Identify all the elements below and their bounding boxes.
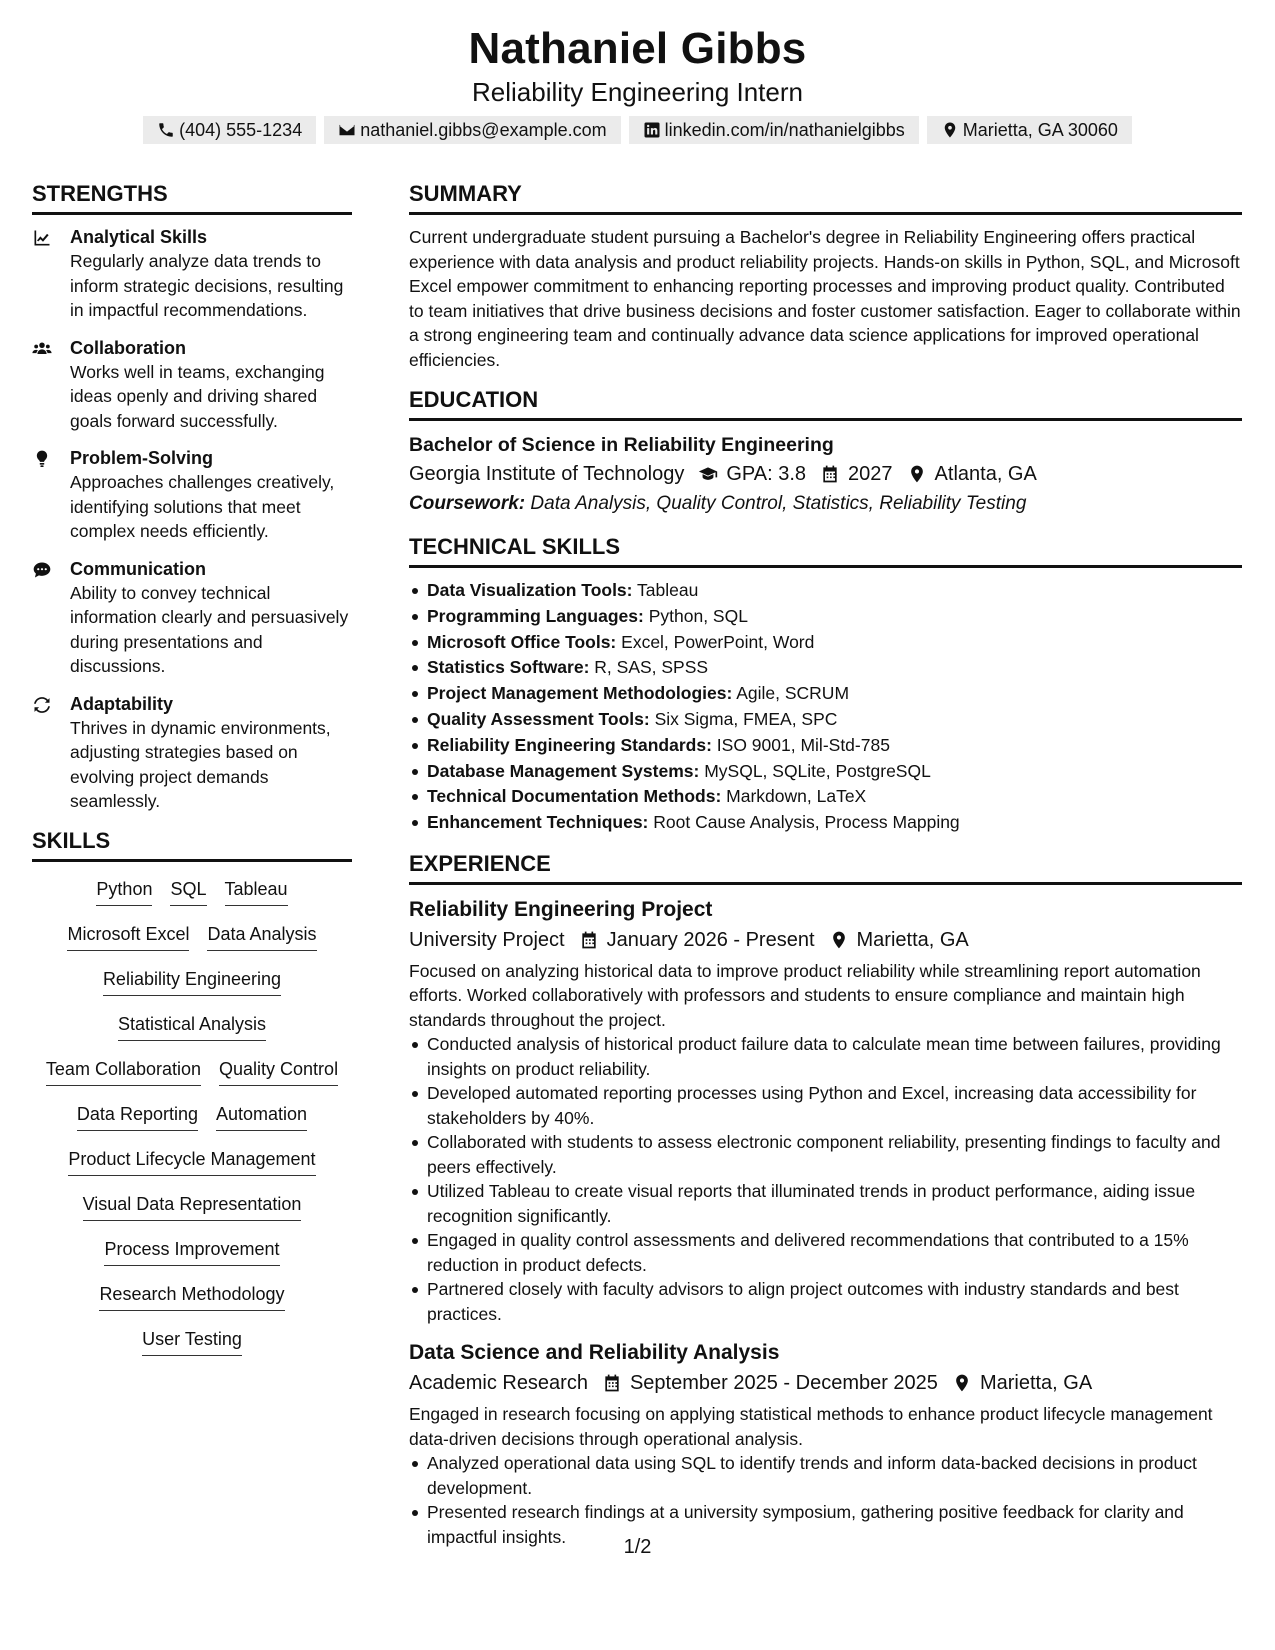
technical-skill-item bbox=[409, 784, 1242, 810]
technical-skill-value: MySQL, SQLite, PostgreSQL bbox=[704, 760, 931, 781]
page-number: 1/2 bbox=[623, 1536, 652, 1558]
calendar-icon bbox=[602, 1373, 622, 1393]
technical-skill-item bbox=[409, 681, 1242, 707]
job-org: University Project bbox=[409, 928, 565, 951]
job-bullet: Analyzed operational data using SQL to identify trends and inform data-backed decisions in product development. bbox=[409, 1451, 1242, 1500]
skill-tag: Automation bbox=[216, 1101, 307, 1131]
skill-tag: SQL bbox=[170, 876, 206, 906]
contact-email-text: nathaniel.gibbs@example.com bbox=[360, 120, 607, 140]
skill-tag: Python bbox=[96, 876, 152, 906]
contact-linkedin[interactable] bbox=[629, 116, 919, 144]
technical-skill-item bbox=[409, 578, 1242, 604]
skill-row bbox=[32, 966, 352, 1011]
graduation-cap-icon bbox=[698, 464, 718, 484]
job-title: Data Science and Reliability Analysis bbox=[409, 1341, 780, 1365]
technical-skill-item bbox=[409, 810, 1242, 836]
education-location: Atlanta, GA bbox=[934, 463, 1037, 485]
skill-row bbox=[32, 1056, 352, 1101]
technical-skill-value: Markdown, LaTeX bbox=[726, 786, 867, 807]
contact-linkedin-text: linkedin.com/in/nathanielgibbs bbox=[664, 120, 905, 140]
experience-item bbox=[409, 895, 1242, 1327]
candidate-name: Nathaniel Gibbs bbox=[468, 24, 807, 73]
strength-item bbox=[32, 692, 352, 814]
job-bullet: Developed automated reporting processes using Python and Excel, increasing data accessibility for stakeholders by 40%. bbox=[409, 1081, 1242, 1130]
job-meta bbox=[409, 1368, 1242, 1398]
skill-row bbox=[32, 1326, 352, 1371]
strengths-heading: STRENGTHS bbox=[32, 180, 352, 215]
map-pin-icon bbox=[952, 1373, 972, 1393]
technical-skill-value: Root Cause Analysis, Process Mapping bbox=[653, 812, 960, 833]
strength-title: Analytical Skills bbox=[70, 227, 208, 247]
skills-list bbox=[32, 872, 352, 1371]
skill-row bbox=[32, 1011, 352, 1056]
job-description: Focused on analyzing historical data to improve product reliability while streamlining report automation efforts. Worked collaboratively with professors and students to ensure compliance and maintain high standards throughout the project. bbox=[409, 960, 1201, 1030]
experience-item bbox=[409, 1338, 1242, 1549]
users-icon bbox=[32, 339, 52, 359]
summary-heading: SUMMARY bbox=[409, 180, 1242, 215]
map-pin-icon bbox=[941, 121, 959, 139]
gpa: GPA: 3.8 bbox=[726, 463, 807, 485]
technical-skill-label: Technical Documentation Methods: bbox=[427, 786, 722, 807]
contact-phone[interactable] bbox=[143, 116, 316, 144]
skill-row bbox=[32, 1146, 352, 1191]
strength-title: Communication bbox=[70, 558, 207, 579]
job-description: Engaged in research focusing on applying statistical methods to enhance product lifecycle management data-driven decisions through operational analysis. bbox=[409, 1404, 1213, 1449]
graduation-year: 2027 bbox=[848, 463, 893, 485]
sync-icon bbox=[32, 695, 52, 715]
job-bullet: Utilized Tableau to create visual reports that illuminated trends in product performance, aiding issue recognition significantly. bbox=[409, 1179, 1242, 1228]
summary-text: Current undergraduate student pursuing a Bachelor's degree in Reliability Engineering offers practical experience with data analysis and product reliability projects. Hands-on skills in Python, SQL, and Microsoft Excel empower commitment to enhancing reporting processes and improving product quality. Contributed to team initiatives that drive business decisions and foster customer satisfaction. Eager to collaborate within a strong engineering team and continually advance data science applications for improved operational efficiencies. bbox=[409, 227, 1241, 370]
job-bullet: Partnered closely with faculty advisors to align project outcomes with industry standards and best practices. bbox=[409, 1277, 1242, 1326]
technical-skill-label: Programming Languages: bbox=[427, 605, 644, 626]
skill-tag: User Testing bbox=[142, 1326, 242, 1356]
strength-desc: Ability to convey technical information clearly and persuasively during presentations and discussions. bbox=[70, 582, 349, 676]
skills-heading: SKILLS bbox=[32, 827, 352, 862]
technical-skill-item bbox=[409, 759, 1242, 785]
chart-line-icon bbox=[32, 228, 52, 248]
skill-row bbox=[32, 876, 352, 921]
skill-tag: Quality Control bbox=[219, 1056, 338, 1086]
skill-tag: Research Methodology bbox=[99, 1281, 284, 1311]
technical-skill-label: Data Visualization Tools: bbox=[427, 580, 633, 600]
strength-title: Collaboration bbox=[70, 337, 186, 358]
education-meta bbox=[409, 459, 1242, 489]
right-column bbox=[409, 180, 1242, 1561]
envelope-icon bbox=[338, 121, 356, 139]
skill-tag: Data Reporting bbox=[77, 1101, 198, 1131]
technical-skill-label: Microsoft Office Tools: bbox=[427, 631, 617, 652]
job-bullets bbox=[409, 1032, 1242, 1326]
job-dates: September 2025 - December 2025 bbox=[629, 1372, 938, 1395]
skill-tag: Microsoft Excel bbox=[67, 921, 189, 951]
job-bullet: Presented research findings at a university symposium, gathering positive feedback for clarity and impactful insights. bbox=[409, 1500, 1242, 1549]
map-pin-icon bbox=[907, 464, 927, 484]
calendar-icon bbox=[579, 930, 599, 950]
contact-bar bbox=[0, 116, 1275, 144]
phone-icon bbox=[157, 121, 175, 139]
lightbulb-icon bbox=[32, 449, 52, 469]
strength-item bbox=[32, 557, 352, 679]
technical-skill-label: Enhancement Techniques: bbox=[427, 812, 649, 833]
experience-heading: EXPERIENCE bbox=[409, 850, 1242, 885]
skill-tag: Team Collaboration bbox=[46, 1056, 201, 1086]
skill-tag: Visual Data Representation bbox=[83, 1191, 302, 1221]
job-title: Reliability Engineering Project bbox=[409, 897, 713, 921]
job-location: Marietta, GA bbox=[856, 928, 969, 951]
technical-skill-label: Reliability Engineering Standards: bbox=[427, 734, 712, 755]
contact-location bbox=[927, 116, 1132, 144]
skill-row bbox=[32, 1101, 352, 1146]
strength-title: Adaptability bbox=[70, 693, 174, 714]
skill-row bbox=[32, 921, 352, 966]
degree-title: Bachelor of Science in Reliability Engineering bbox=[409, 434, 834, 456]
job-org: Academic Research bbox=[409, 1372, 588, 1395]
school-name: Georgia Institute of Technology bbox=[409, 463, 685, 485]
technical-skill-item bbox=[409, 733, 1242, 759]
technical-skill-value: R, SAS, SPSS bbox=[594, 657, 709, 678]
technical-skill-value: Tableau bbox=[637, 580, 699, 600]
job-bullet: Conducted analysis of historical product failure data to calculate mean time between failures, providing insights on product reliability. bbox=[409, 1032, 1242, 1081]
candidate-role: Reliability Engineering Intern bbox=[472, 77, 803, 107]
strength-desc: Approaches challenges creatively, identifying solutions that meet complex needs efficiently. bbox=[70, 472, 335, 541]
skill-tag: Tableau bbox=[225, 876, 288, 906]
left-column bbox=[32, 180, 352, 1371]
skill-tag: Statistical Analysis bbox=[118, 1011, 266, 1041]
skill-row bbox=[32, 1281, 352, 1326]
technical-skill-label: Project Management Methodologies: bbox=[427, 683, 733, 704]
resume-header bbox=[0, 22, 1275, 144]
technical-skill-item bbox=[409, 630, 1242, 656]
strength-item bbox=[32, 446, 352, 544]
technical-skill-item bbox=[409, 707, 1242, 733]
technical-skill-value: ISO 9001, Mil-Std-785 bbox=[716, 734, 890, 755]
contact-location-text: Marietta, GA 30060 bbox=[962, 120, 1118, 140]
skill-tag: Process Improvement bbox=[104, 1236, 279, 1266]
strength-desc: Works well in teams, exchanging ideas openly and driving shared goals forward successfully. bbox=[70, 361, 325, 431]
technical-skill-label: Quality Assessment Tools: bbox=[427, 708, 650, 729]
technical-skill-value: Excel, PowerPoint, Word bbox=[621, 631, 815, 652]
coursework bbox=[409, 489, 1242, 519]
coursework-list: Data Analysis, Quality Control, Statistics, Reliability Testing bbox=[530, 493, 1027, 514]
comment-icon bbox=[32, 560, 52, 580]
contact-phone-text: (404) 555-1234 bbox=[179, 120, 303, 140]
technical-skills-list bbox=[409, 578, 1242, 836]
skill-row bbox=[32, 1236, 352, 1281]
strength-title: Problem-Solving bbox=[70, 448, 214, 468]
technical-skills-heading: TECHNICAL SKILLS bbox=[409, 533, 1242, 568]
technical-skill-value: Python, SQL bbox=[648, 605, 748, 626]
strength-desc: Thrives in dynamic environments, adjusting strategies based on evolving project demands seamlessly. bbox=[70, 717, 331, 811]
education-heading: EDUCATION bbox=[409, 386, 1242, 421]
coursework-label: Coursework: bbox=[409, 493, 526, 514]
strength-item bbox=[32, 336, 352, 434]
skill-tag: Product Lifecycle Management bbox=[68, 1146, 315, 1176]
strength-item bbox=[32, 225, 352, 323]
job-location: Marietta, GA bbox=[979, 1372, 1093, 1395]
skill-tag: Data Analysis bbox=[207, 921, 316, 951]
job-bullet: Collaborated with students to assess electronic component reliability, presenting findings to faculty and peers effectively. bbox=[409, 1130, 1242, 1179]
skill-row bbox=[32, 1191, 352, 1236]
job-dates: January 2026 - Present bbox=[606, 928, 815, 951]
calendar-icon bbox=[820, 464, 840, 484]
technical-skill-value: Agile, SCRUM bbox=[736, 683, 850, 704]
technical-skill-label: Statistics Software: bbox=[427, 657, 590, 678]
technical-skill-label: Database Management Systems: bbox=[427, 760, 700, 781]
map-pin-icon bbox=[829, 930, 849, 950]
skill-tag: Reliability Engineering bbox=[103, 966, 281, 996]
technical-skill-value: Six Sigma, FMEA, SPC bbox=[654, 708, 838, 729]
linkedin-icon bbox=[643, 121, 661, 139]
job-bullet: Engaged in quality control assessments and delivered recommendations that contributed to a 15% reduction in product defects. bbox=[409, 1228, 1242, 1277]
technical-skill-item bbox=[409, 655, 1242, 681]
contact-email[interactable] bbox=[324, 116, 620, 144]
strength-desc: Regularly analyze data trends to inform strategic decisions, resulting in impactful recommendations. bbox=[70, 251, 344, 320]
technical-skill-item bbox=[409, 604, 1242, 630]
job-meta bbox=[409, 925, 1242, 955]
